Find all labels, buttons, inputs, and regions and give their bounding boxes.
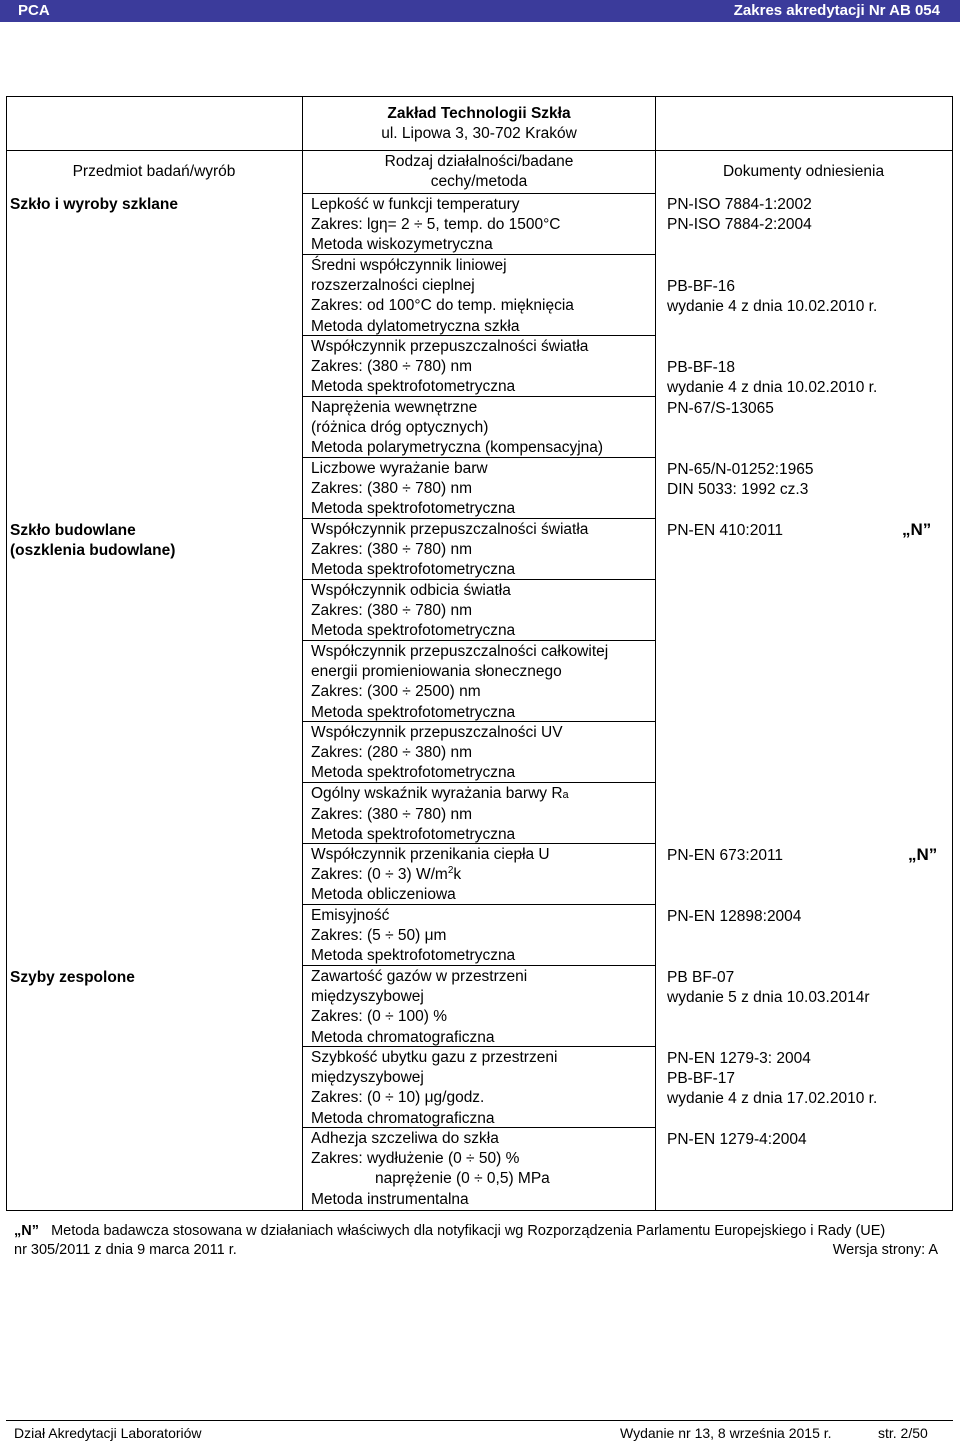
document-ref: PN-65/N-01252:1965 DIN 5033: 1992 cz.3: [667, 461, 814, 499]
lab-address: ul. Lipowa 3, 30-702 Kraków: [381, 125, 577, 142]
method-row: Szybkość ubytku gazu z przestrzeni międzyszybowej Zakres: (0 ÷ 10) μg/godz. Metoda chromatograficzna: [311, 1049, 558, 1127]
notified-marker: „N”: [902, 520, 932, 539]
method-row: Ogólny wskaźnik wyrażania barwy Ra Zakres: (380 ÷ 780) nm Metoda spektrofotometryczna: [311, 785, 569, 844]
product-glass: Szkło i wyroby szklane: [10, 196, 178, 213]
header-left: PCA: [18, 2, 50, 19]
page-version: Wersja strony: A: [832, 1242, 938, 1258]
method-row: Naprężenia wewnętrzne (różnica dróg optycznych) Metoda polarymetryczna (kompensacyjna): [311, 399, 604, 457]
footnote: „N” Metoda badawcza stosowana w działaniach właściwych dla notyfikacji wg Rozporządzenia Parlamentu Europejskiego i Rady (UE): [14, 1223, 886, 1239]
method-row: Współczynnik przenikania ciepła U Zakres: (0 ÷ 3) $W/m^2k$ Metoda obliczeniowa: [311, 846, 550, 904]
method-row: Współczynnik przepuszczalności światła Zakres: (380 ÷ 780) nm Metoda spektrofotometryczna: [311, 521, 589, 579]
method-row: Adhezja szczeliwa do szkła Zakres: wydłużenie (0 ÷ 50) % naprężenie (0 ÷ 0,5) MPa Metoda instrumentalna: [311, 1130, 550, 1208]
footer-edition: Wydanie nr 13, 8 września 2015 r.: [620, 1425, 832, 1441]
product-insulating-units: Szyby zespolone: [10, 969, 135, 986]
method-row: Średni współczynnik liniowej rozszerzalności cieplnej Zakres: od 100°C do temp. mięknięcia Metoda dylatometryczna szkła: [311, 257, 574, 335]
document-ref: PB-BF-18 wydanie 4 z dnia 10.02.2010 r.: [667, 359, 878, 397]
document-ref: PN-67/S-13065: [667, 400, 774, 417]
notified-marker: „N”: [908, 845, 938, 864]
column-header-documents: Dokumenty odniesienia: [722, 163, 885, 180]
document-ref: PN-EN 12898:2004: [667, 908, 802, 925]
footer-left: Dział Akredytacji Laboratoriów: [14, 1425, 202, 1441]
method-row: Zawartość gazów w przestrzeni międzyszybowej Zakres: (0 ÷ 100) % Metoda chromatograficzna: [311, 968, 528, 1046]
document-ref: PN-EN 673:2011: [667, 847, 784, 864]
lab-name: Zakład Technologii Szkła: [387, 105, 571, 122]
document-ref: PB-BF-16 wydanie 4 z dnia 10.02.2010 r.: [667, 278, 878, 316]
footer-page-number: str. 2/50: [878, 1425, 928, 1441]
document-ref: PN-EN 1279-4:2004: [667, 1131, 807, 1148]
method-row: Współczynnik przepuszczalności całkowitej energii promieniowania słonecznego Zakres: (300 ÷ 2500) nm Metoda spektrofotometryczna: [311, 643, 609, 721]
column-header-activity: Rodzaj działalności/badane cechy/metoda: [384, 153, 574, 191]
header-bar: [0, 0, 960, 22]
document-ref: PN-ISO 7884-1:2002 PN-ISO 7884-2:2004: [667, 196, 812, 234]
method-row: Współczynnik odbicia światła Zakres: (380 ÷ 780) nm Metoda spektrofotometryczna: [311, 582, 516, 640]
method-row: Emisyjność Zakres: (5 ÷ 50) μm Metoda spektrofotometryczna: [311, 907, 516, 965]
method-row: Współczynnik przepuszczalności UV Zakres: (280 ÷ 380) nm Metoda spektrofotometryczna: [311, 724, 563, 782]
method-row: Współczynnik przepuszczalności światła Zakres: (380 ÷ 780) nm Metoda spektrofotometryczna: [311, 338, 589, 396]
header-right: Zakres akredytacji Nr AB 054: [733, 2, 940, 19]
method-row: Lepkość w funkcji temperatury Zakres: lgη= 2 ÷ 5, temp. do 1500°C Metoda wiskozymetryczna: [311, 196, 561, 254]
document-ref: PN-EN 410:2011: [667, 522, 784, 539]
column-header-product: Przedmiot badań/wyrób: [72, 163, 236, 180]
document-ref: PN-EN 1279-3: 2004 PB-BF-17 wydanie 4 z dnia 17.02.2010 r.: [667, 1050, 878, 1108]
footnote-line2: nr 305/2011 z dnia 9 marca 2011 r.: [14, 1242, 237, 1258]
document-ref: PB BF-07 wydanie 5 z dnia 10.03.2014r: [667, 969, 870, 1007]
footer-divider: [6, 1420, 953, 1421]
product-building-glass: Szkło budowlane (oszklenia budowlane): [10, 522, 176, 560]
method-row: Liczbowe wyrażanie barw Zakres: (380 ÷ 780) nm Metoda spektrofotometryczna: [311, 460, 516, 518]
